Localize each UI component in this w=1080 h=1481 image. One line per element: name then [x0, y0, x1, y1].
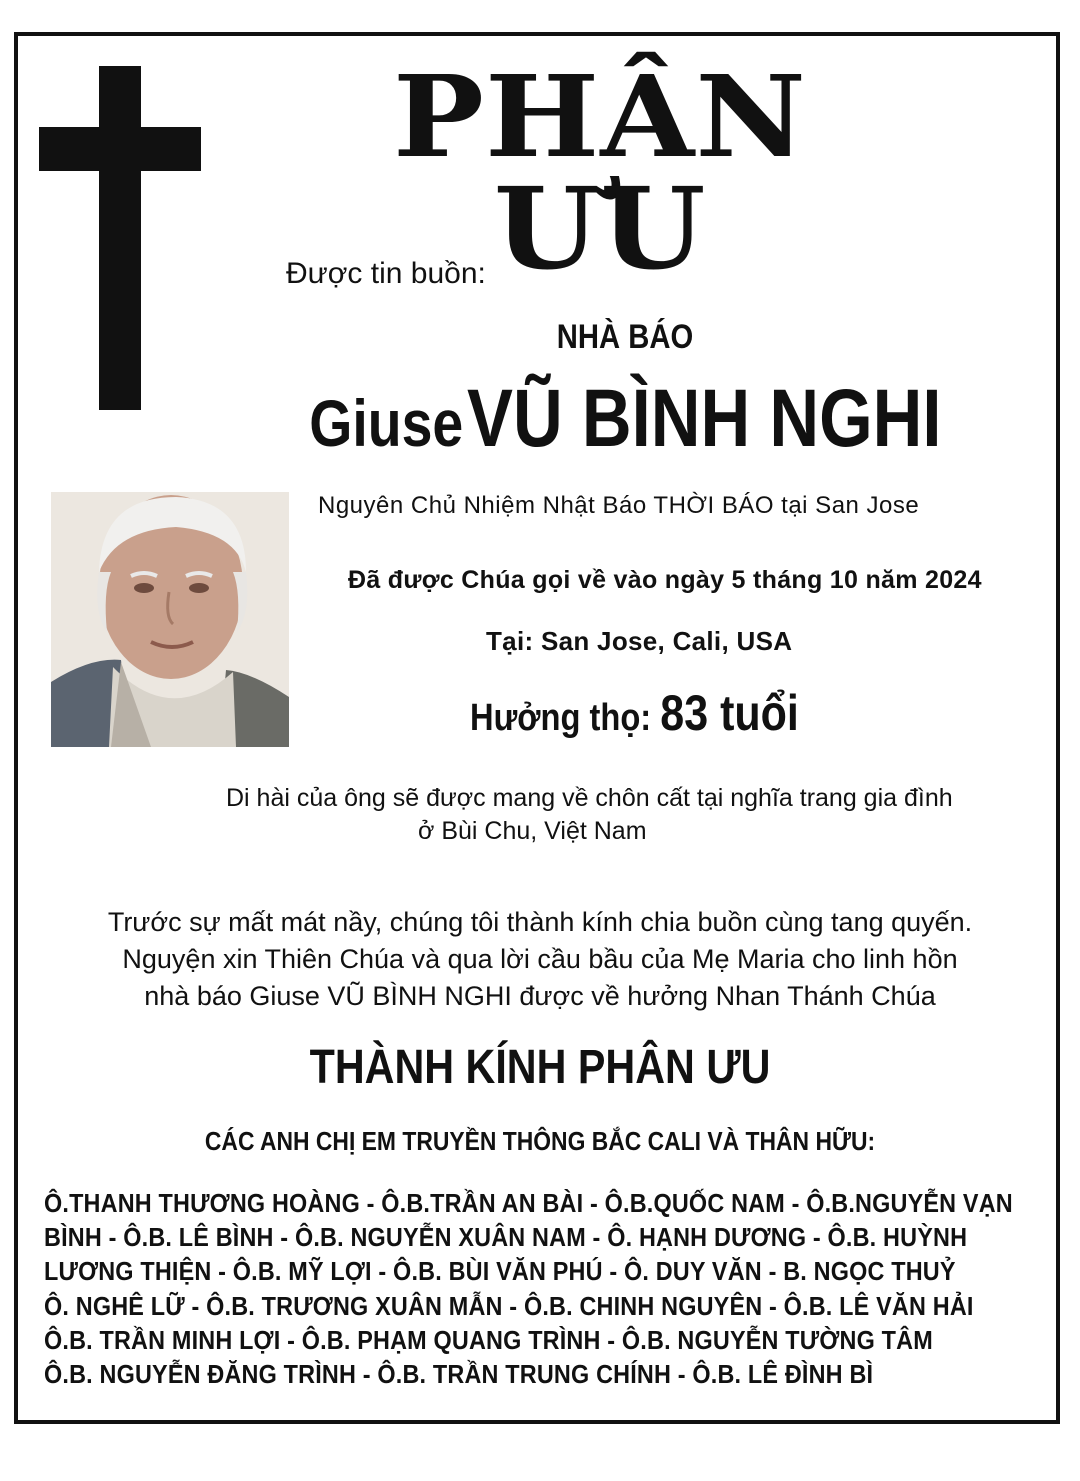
- closing-heading: THÀNH KÍNH PHÂN ƯU: [309, 1041, 771, 1094]
- page-title: PHÂN ƯU: [393, 52, 807, 295]
- intro-text: Được tin buồn:: [286, 257, 486, 290]
- sender-names-line: Ô. NGHÊ LỮ - Ô.B. TRƯƠNG XUÂN MẪN - Ô.B. CHINH NGUYÊN - Ô.B. LÊ VĂN HẢI: [44, 1290, 974, 1321]
- passing-place: Tại: San Jose, Cali, USA: [486, 626, 793, 656]
- passing-date: Đã được Chúa gọi về vào ngày 5 tháng 10 năm 2024: [348, 566, 982, 594]
- condolence-line-2: Nguyện xin Thiên Chúa và qua lời cầu bầu của Mẹ Maria cho linh hồn: [122, 944, 958, 974]
- deceased-saint-name: Giuse: [309, 386, 464, 460]
- sender-names-line: Ô.B. NGUYỄN ĐĂNG TRÌNH - Ô.B. TRẦN TRUNG CHÍNH - Ô.B. LÊ ĐÌNH BÌ: [44, 1359, 874, 1390]
- sender-names-line: Ô.B. TRẦN MINH LỢI - Ô.B. PHẠM QUANG TRÌNH - Ô.B. NGUYỄN TƯỜNG TÂM: [44, 1324, 933, 1355]
- age-line: [470, 684, 799, 742]
- condolence-line-3: nhà báo Giuse VŨ BÌNH NGHI được về hưởng Nhan Thánh Chúa: [144, 981, 936, 1011]
- condolence-line-1: Trước sự mất mát nầy, chúng tôi thành kính chia buồn cùng tang quyến.: [107, 907, 973, 937]
- age-label: Hưởng thọ:: [470, 697, 652, 739]
- deceased-full-name: [309, 372, 942, 466]
- portrait-photo: [51, 492, 289, 747]
- sender-names: [44, 1186, 1040, 1391]
- burial-line-2: ở Bùi Chu, Việt Nam: [418, 817, 647, 845]
- deceased-profession: NHÀ BÁO: [556, 318, 694, 356]
- senders-heading: CÁC ANH CHỊ EM TRUYỀN THÔNG BẮC CALI VÀ THÂN HỮU:: [204, 1126, 876, 1156]
- sender-names-line: Ô.THANH THƯƠNG HOÀNG - Ô.B.TRẦN AN BÀI - Ô.B.QUỐC NAM - Ô.B.NGUYỄN VẠN: [44, 1188, 1013, 1218]
- deceased-name: VŨ BÌNH NGHI: [467, 373, 942, 464]
- cross-vertical-bar: [99, 66, 141, 410]
- portrait-illustration: [51, 492, 289, 747]
- age-value: 83 tuổi: [660, 685, 799, 741]
- sender-names-line: BÌNH - Ô.B. LÊ BÌNH - Ô.B. NGUYỄN XUÂN NAM - Ô. HẠNH DƯƠNG - Ô.B. HUỲNH: [44, 1222, 968, 1253]
- former-title: Nguyên Chủ Nhiệm Nhật Báo THỜI BÁO tại San Jose: [318, 492, 920, 519]
- burial-line-1: Di hài của ông sẽ được mang về chôn cất tại nghĩa trang gia đình: [226, 784, 953, 812]
- cross-horizontal-bar: [39, 127, 201, 171]
- sender-names-line: LƯƠNG THIỆN - Ô.B. MỸ LỢI - Ô.B. BÙI VĂN PHÚ - Ô. DUY VĂN - B. NGỌC THUỶ: [44, 1256, 956, 1287]
